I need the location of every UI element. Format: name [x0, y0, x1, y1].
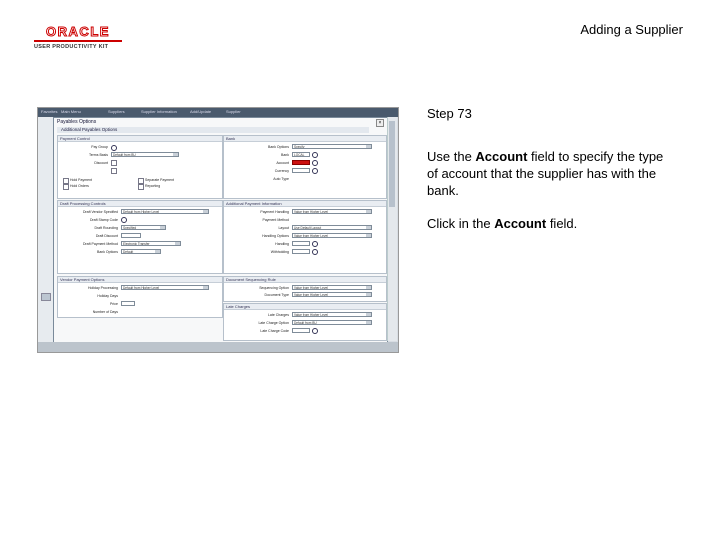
draft-discount-field[interactable] — [121, 233, 141, 238]
account-field[interactable] — [292, 160, 310, 165]
search-icon[interactable] — [111, 145, 117, 151]
field-label: Currency — [274, 169, 289, 173]
panel-title: Draft Processing Controls — [60, 201, 106, 206]
menu-item: Supplier — [226, 109, 241, 114]
checkbox-label: Hold Payment — [70, 178, 92, 182]
layout-select[interactable]: Use Default Layout — [292, 225, 372, 230]
action-text: Click in the — [427, 216, 495, 231]
panel-title: Bank — [226, 136, 236, 141]
checkbox-label: Separate Payment — [145, 178, 174, 182]
field-label: Bank Options — [96, 250, 118, 254]
menu-item: Supplier Information — [141, 109, 177, 114]
late-charges-select[interactable]: Value from Higher Level — [292, 312, 372, 317]
field-label: Handling Options — [262, 234, 289, 238]
field-label: Handling — [275, 242, 289, 246]
step-number: Step 73 — [427, 106, 472, 121]
reporting-checkbox[interactable] — [138, 184, 144, 190]
panel-title: Payment Control — [60, 136, 90, 141]
page-title: Adding a Supplier — [580, 22, 683, 37]
payables-options-modal — [53, 117, 388, 343]
logo-rule — [34, 40, 122, 42]
payment-control-panel — [57, 135, 223, 199]
price-field[interactable] — [121, 301, 135, 306]
section-title: Additional Payables Options — [61, 127, 118, 132]
menu-item: Main Menu — [61, 109, 81, 114]
checkbox-label: Hold Orders — [70, 184, 89, 188]
menu-item: Suppliers — [108, 109, 125, 114]
draft-method-select[interactable]: Electronic Transfer — [121, 241, 181, 246]
field-label: Bank Options — [267, 145, 289, 149]
background-button — [41, 293, 51, 301]
field-label: Document Type — [264, 293, 289, 297]
field-label: Terms Basis — [88, 153, 108, 157]
instruction-text: Use the — [427, 149, 476, 164]
late-charge-code-field[interactable] — [292, 328, 310, 333]
app-menu-bar — [38, 108, 398, 117]
field-label: Number of Days — [92, 310, 118, 314]
search-icon[interactable] — [312, 241, 318, 247]
field-label: Pay Group — [91, 145, 108, 149]
search-icon[interactable] — [312, 168, 318, 174]
handling-field[interactable] — [292, 241, 310, 246]
horizontal-scrollbar[interactable] — [38, 342, 398, 352]
instruction-text: field to specify the type of account that the supplier has with the bank. — [427, 149, 664, 198]
field-label: Account — [276, 161, 289, 165]
terms-basis-select[interactable]: Default from BU — [111, 152, 179, 157]
panel-title: Additional Payment Information — [226, 201, 282, 206]
logo-text: ORACLE — [46, 24, 110, 39]
menu-item: Add/Update — [190, 109, 212, 114]
draft-rounding-select[interactable]: Specified — [121, 225, 166, 230]
scrollbar-thumb[interactable] — [389, 121, 395, 207]
action-field-name: Account — [494, 216, 547, 231]
sequencing-option-select[interactable]: Value from Higher Level — [292, 285, 372, 290]
draft-bank-options-select[interactable]: Default — [121, 249, 161, 254]
field-label: Draft Rounding — [94, 226, 118, 230]
handling-options-select[interactable]: Value from Higher Level — [292, 233, 372, 238]
panel-title: Document Sequencing Rule — [226, 277, 276, 282]
hold-orders-checkbox[interactable] — [63, 184, 69, 190]
modal-title: Payables Options — [57, 119, 97, 125]
field-label: Draft Discount — [95, 234, 118, 238]
draft-processing-panel — [57, 200, 223, 274]
field-label: Sequencing Option — [259, 286, 289, 290]
search-icon[interactable] — [312, 160, 318, 166]
search-icon[interactable] — [312, 249, 318, 255]
field-label: Discount — [94, 161, 108, 165]
bank-panel — [223, 135, 387, 199]
modal-scrollbar[interactable] — [387, 117, 397, 341]
bank-field[interactable]: LOCAL — [292, 152, 310, 157]
field-label: Draft Stamp Code — [89, 218, 118, 222]
field-label: Late Charge Option — [258, 321, 289, 325]
search-icon[interactable] — [312, 328, 318, 334]
document-type-select[interactable]: Value from Higher Level — [292, 292, 372, 297]
field-label: Late Charges — [267, 313, 289, 317]
panel-title: Vendor Payment Options — [60, 277, 105, 282]
search-icon[interactable] — [312, 152, 318, 158]
action-text: field. — [546, 216, 578, 231]
search-icon[interactable] — [121, 217, 127, 223]
draft-vendor-select[interactable]: Default from Higher Level — [121, 209, 209, 214]
application-screenshot — [37, 107, 399, 353]
document-sequencing-panel — [223, 276, 387, 302]
holiday-processing-select[interactable]: Default from Higher Level — [121, 285, 209, 290]
bank-options-select[interactable]: Specify — [292, 144, 372, 149]
field-label: Layout — [278, 226, 289, 230]
instruction-field-name: Account — [475, 149, 528, 164]
logo-subtitle: USER PRODUCTIVITY KIT — [34, 44, 109, 50]
field-label: Bank — [281, 153, 289, 157]
field-label: Price — [110, 302, 118, 306]
panel-title: Late Charges — [226, 304, 251, 309]
field-label: Holiday Days — [97, 294, 118, 298]
step-instruction — [427, 148, 667, 199]
field-label: Draft Vendor Specified — [82, 210, 118, 214]
payment-handling-select[interactable]: Value from Higher Level — [292, 209, 372, 214]
field-label: Holiday Processing — [88, 286, 118, 290]
oracle-upk-logo — [34, 24, 122, 50]
section-header — [57, 127, 369, 133]
field-label: Withholding — [270, 250, 289, 254]
field-label: Late Charge Code — [260, 329, 289, 333]
close-icon[interactable]: × — [376, 119, 384, 127]
step-action — [427, 215, 667, 232]
currency-field[interactable] — [292, 168, 310, 173]
additional-payment-panel — [223, 200, 387, 274]
menu-item: Favorites — [41, 109, 58, 114]
late-charges-panel — [223, 303, 387, 341]
withholding-field[interactable] — [292, 249, 310, 254]
field-label: Payment Handling — [260, 210, 289, 214]
background-page — [38, 117, 53, 352]
checkbox-label: Reporting — [145, 184, 161, 188]
discount-checkbox[interactable] — [111, 160, 117, 166]
field-label: Draft Payment Method — [82, 242, 118, 246]
field-label: Auto Type — [273, 177, 289, 181]
vendor-payment-panel — [57, 276, 223, 318]
tolerance-checkbox[interactable] — [111, 168, 117, 174]
late-charge-option-select[interactable]: Default from BU — [292, 320, 372, 325]
field-label: Payment Method — [262, 218, 289, 222]
